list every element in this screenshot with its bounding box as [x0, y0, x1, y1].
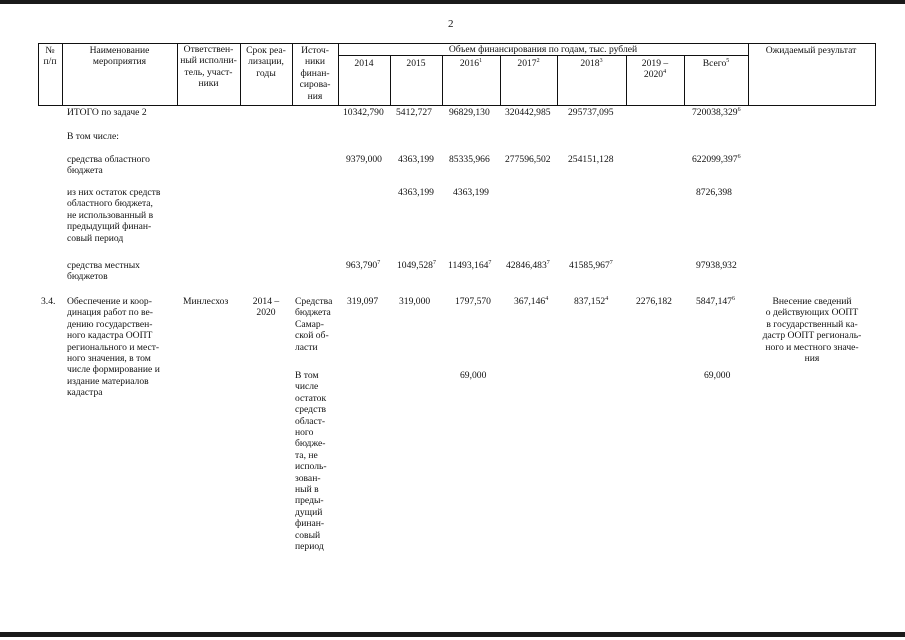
row-local-2016: 11493,164$^7$: [448, 260, 492, 271]
row-total-2017: 320442,985: [505, 107, 551, 118]
row-local-2015: 1049,528$^7$: [397, 260, 436, 271]
year-total: Всего$^5$: [702, 58, 730, 69]
row-remainder-label: из них остаток средств областного бюджета, не использованный в предыдущий финан- совый период: [67, 187, 161, 244]
row-remainder-2016: 4363,199: [453, 187, 489, 198]
header-num: № п/п: [43, 45, 57, 68]
row-3-4-num: 3.4.: [41, 296, 56, 307]
year-2014: 2014: [354, 58, 374, 69]
year-2017: 2017$^2$: [517, 58, 540, 69]
year-2016: 2016$^1$: [459, 58, 483, 69]
row-local-2017: 42846,483$^7$: [506, 260, 550, 271]
row-local-2018: 41585,967$^7$: [569, 260, 613, 271]
row-3-4-2016: 1797,570: [455, 296, 491, 307]
row-3-4-term: 2014 – 2020: [252, 296, 280, 319]
row-3-4-2019-2020: 2276,182: [636, 296, 672, 307]
row-3-4-name: Обеспечение и коор- динация работ по ве- дению государствен- ного кадастра ООПТ регионального и мест- ного значения, в том числе формирование и издание материалов кадастра: [67, 296, 160, 399]
row-3-4-sub-source: В том числе остаток средств област- ного бюдже- та, не исполь- зован- ный в преды- дущий финан- совый период: [295, 370, 327, 553]
header-source: Источ- ники финан- сирова- ния: [299, 45, 331, 102]
row-remainder-2015: 4363,199: [398, 187, 434, 198]
row-regional-2015: 4363,199: [398, 154, 434, 165]
row-3-4-sub-sum: 69,000: [704, 370, 731, 381]
row-3-4-sub-2016: 69,000: [460, 370, 487, 381]
row-remainder-sum: 8726,398: [696, 187, 732, 198]
row-regional-2016: 85335,966: [449, 154, 490, 165]
row-local-label: средства местных бюджетов: [67, 260, 140, 283]
header-responsible: Ответствен- ный исполни- тель, участ- ники: [180, 44, 237, 90]
year-2019-2020: 2019 – 2020$^4$: [641, 58, 669, 81]
row-regional-2017: 277596,502: [505, 154, 551, 165]
header-term: Срок реа- лизации, годы: [246, 45, 286, 79]
row-3-4-responsible: Минлесхоз: [183, 296, 229, 307]
top-edge-bar: [0, 0, 905, 4]
row-total-2016: 96829,130: [449, 107, 490, 118]
row-regional-sum: 622099,397$^6$: [692, 154, 741, 165]
header-funding-title: Объем финансирования по годам, тыс. рублей: [448, 44, 638, 55]
page-number: 2: [448, 18, 454, 30]
row-3-4-2014: 319,097: [347, 296, 379, 307]
row-total-2014: 10342,790: [343, 107, 384, 118]
row-regional-label: средства областного бюджета: [67, 154, 150, 177]
row-total-2018: 295737,095: [568, 107, 614, 118]
row-3-4-sum: 5847,147$^6$: [696, 296, 735, 307]
row-3-4-result: Внесение сведений о действующих ООПТ в государственный ка- дастр ООПТ региональ- ного и местного значе- ния: [762, 296, 862, 365]
row-total-sum: 720038,329$^6$: [692, 107, 741, 118]
row-total-2015: 5412,727: [396, 107, 432, 118]
row-3-4-2015: 319,000: [399, 296, 431, 307]
row-3-4-2018: 837,152$^4$: [574, 296, 609, 307]
row-3-4-2017: 367,146$^4$: [514, 296, 549, 307]
row-local-sum: 97938,932: [696, 260, 737, 271]
row-regional-2018: 254151,128: [568, 154, 614, 165]
header-name: Наименование мероприятия: [89, 45, 150, 68]
row-3-4-source: Средства бюджета Самар- ской об- ласти: [295, 296, 333, 353]
row-total-label: ИТОГО по задаче 2: [67, 107, 147, 118]
row-local-2014: 963,790$^7$: [346, 260, 381, 271]
year-2018: 2018$^3$: [580, 58, 603, 69]
year-2015: 2015: [406, 58, 426, 69]
bottom-edge-bar: [0, 632, 905, 637]
row-including-label: В том числе:: [67, 131, 119, 142]
row-regional-2014: 9379,000: [346, 154, 382, 165]
header-result: Ожидаемый результат: [765, 45, 857, 56]
